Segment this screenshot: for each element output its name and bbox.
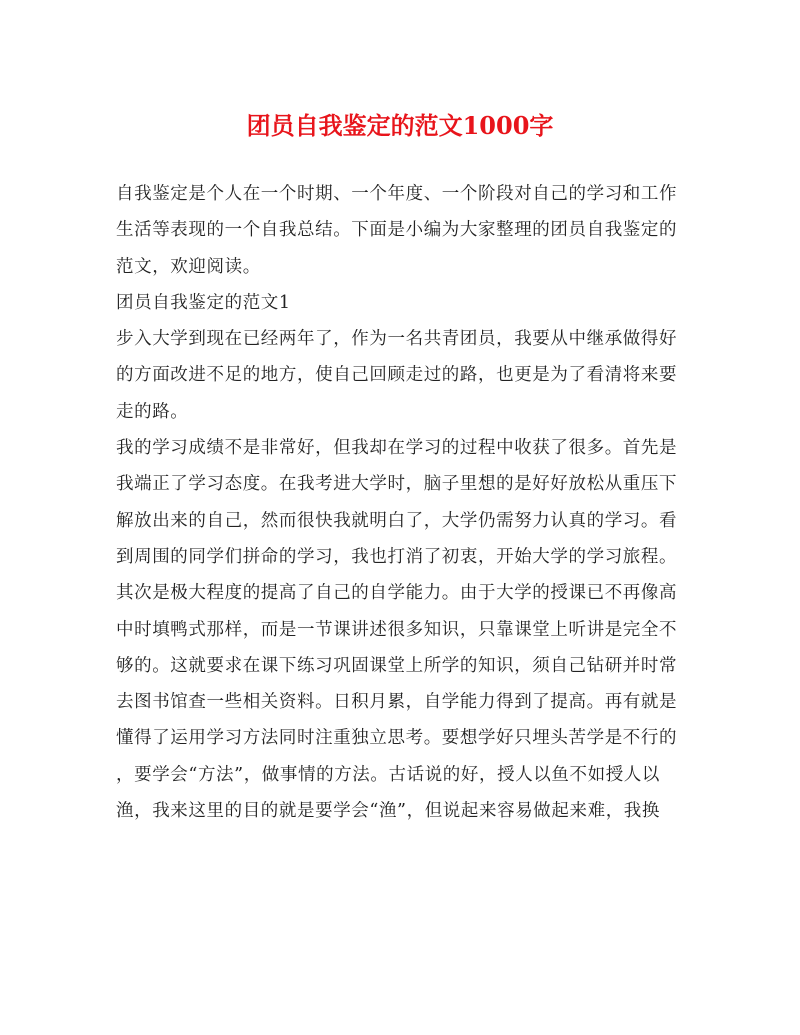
text-line: 范文，欢迎阅读。 bbox=[116, 256, 261, 277]
text-line: 到周围的同学们拼命的学习，我也打消了初衷，开始大学的学习旅程。 bbox=[116, 546, 678, 567]
text-line: ，要学会“方法”，做事情的方法。古话说的好，授人以鱼不如授人以 bbox=[116, 764, 660, 785]
section-heading: 团员自我鉴定的范文1 bbox=[116, 292, 291, 313]
document-title: 团员自我鉴定的范文1000字 bbox=[246, 111, 554, 140]
text-line: 其次是极大程度的提高了自己的自学能力。由于大学的授课已不再像高 bbox=[116, 583, 678, 604]
text-line: 懂得了运用学习方法同时注重独立思考。要想学好只埋头苦学是不行的 bbox=[116, 728, 678, 749]
text-line: 渔，我来这里的目的就是要学会“渔”，但说起来容易做起来难，我换 bbox=[116, 801, 660, 822]
text-line: 去图书馆查一些相关资料。日积月累，自学能力得到了提高。再有就是 bbox=[116, 692, 678, 713]
text-line: 中时填鸭式那样，而是一节课讲述很多知识，只靠课堂上听讲是完全不 bbox=[116, 619, 678, 640]
text-line: 解放出来的自己，然而很快我就明白了，大学仍需努力认真的学习。看 bbox=[116, 510, 678, 531]
text-line: 生活等表现的一个自我总结。下面是小编为大家整理的团员自我鉴定的 bbox=[116, 220, 678, 241]
text-line: 我的学习成绩不是非常好，但我却在学习的过程中收获了很多。首先是 bbox=[116, 438, 678, 459]
text-line: 够的。这就要求在课下练习巩固课堂上所学的知识，须自己钻研并时常 bbox=[116, 655, 678, 676]
text-line: 的方面改进不足的地方，使自己回顾走过的路，也更是为了看清将来要 bbox=[116, 365, 678, 386]
text-line: 自我鉴定是个人在一个时期、一个年度、一个阶段对自己的学习和工作 bbox=[116, 184, 678, 204]
text-line: 走的路。 bbox=[116, 401, 189, 422]
text-line: 我端正了学习态度。在我考进大学时，脑子里想的是好好放松从重压下 bbox=[116, 474, 678, 495]
document-body bbox=[116, 176, 688, 829]
text-line: 步入大学到现在已经两年了，作为一名共青团员，我要从中继承做得好 bbox=[116, 329, 678, 350]
